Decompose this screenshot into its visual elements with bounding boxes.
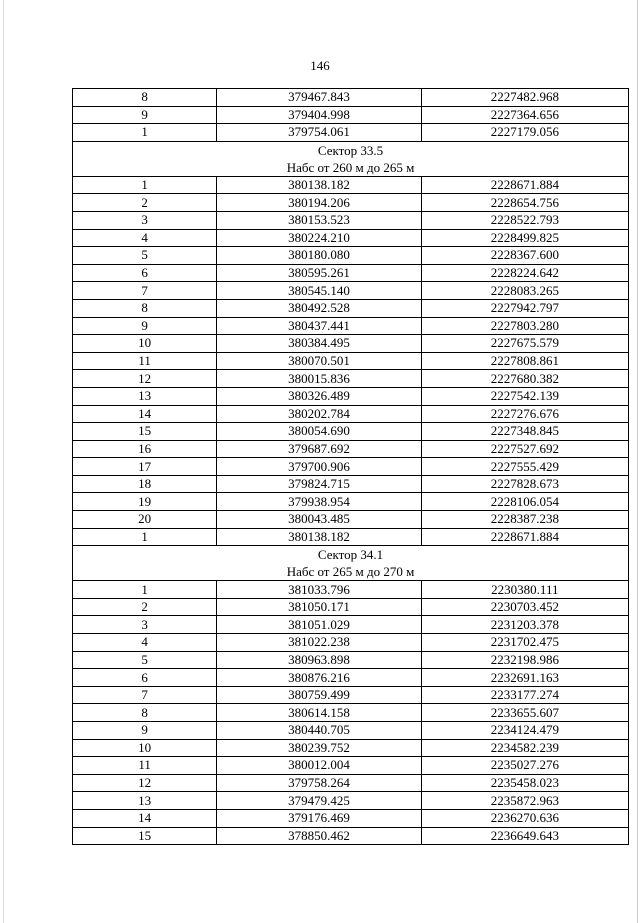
- table-row: [73, 686, 629, 704]
- table-row: [73, 511, 629, 529]
- point-number-cell: 8: [73, 299, 217, 317]
- point-number-cell: 9: [73, 722, 217, 740]
- y-coordinate-cell: 2236270.636: [421, 809, 628, 827]
- y-coordinate-cell: 2233655.607: [421, 704, 628, 722]
- table-row: [73, 598, 629, 616]
- x-coordinate-cell: 379700.906: [217, 458, 421, 476]
- sector-header-cell: [73, 141, 629, 176]
- point-number-cell: 11: [73, 352, 217, 370]
- point-number-cell: 11: [73, 757, 217, 775]
- sector-title: Сектор 33.5: [317, 142, 384, 158]
- x-coordinate-cell: 380437.441: [217, 317, 421, 335]
- y-coordinate-cell: 2227276.676: [421, 405, 628, 423]
- y-coordinate-cell: 2228367.600: [421, 247, 628, 265]
- point-number-cell: 5: [73, 651, 217, 669]
- y-coordinate-cell: 2232691.163: [421, 669, 628, 687]
- table-row: [73, 809, 629, 827]
- x-coordinate-cell: 380759.499: [217, 686, 421, 704]
- x-coordinate-cell: 380070.501: [217, 352, 421, 370]
- x-coordinate-cell: 380153.523: [217, 211, 421, 229]
- x-coordinate-cell: 380194.206: [217, 194, 421, 212]
- table-row: [73, 722, 629, 740]
- y-coordinate-cell: 2227680.382: [421, 370, 628, 388]
- y-coordinate-cell: 2228224.642: [421, 264, 628, 282]
- y-coordinate-cell: 2227828.673: [421, 475, 628, 493]
- y-coordinate-cell: 2228671.884: [421, 528, 628, 546]
- point-number-cell: 10: [73, 739, 217, 757]
- x-coordinate-cell: 380054.690: [217, 423, 421, 441]
- y-coordinate-cell: 2227942.797: [421, 299, 628, 317]
- point-number-cell: 20: [73, 511, 217, 529]
- point-number-cell: 1: [73, 176, 217, 194]
- y-coordinate-cell: 2227179.056: [421, 124, 628, 142]
- point-number-cell: 12: [73, 774, 217, 792]
- scan-edge-right: [637, 0, 638, 923]
- x-coordinate-cell: 380492.528: [217, 299, 421, 317]
- x-coordinate-cell: 379467.843: [217, 89, 421, 107]
- point-number-cell: 8: [73, 89, 217, 107]
- point-number-cell: 3: [73, 616, 217, 634]
- x-coordinate-cell: 379758.264: [217, 774, 421, 792]
- x-coordinate-cell: 379754.061: [217, 124, 421, 142]
- y-coordinate-cell: 2227675.579: [421, 335, 628, 353]
- sector-header-row: [73, 546, 629, 581]
- table-row: [73, 370, 629, 388]
- y-coordinate-cell: 2228522.793: [421, 211, 628, 229]
- table-row: [73, 757, 629, 775]
- table-row: [73, 581, 629, 599]
- table-row: [73, 335, 629, 353]
- y-coordinate-cell: 2228106.054: [421, 493, 628, 511]
- x-coordinate-cell: 380440.705: [217, 722, 421, 740]
- table-row: [73, 669, 629, 687]
- y-coordinate-cell: 2227555.429: [421, 458, 628, 476]
- sector-elevation-range: Набс от 265 м до 270 м: [286, 564, 415, 580]
- point-number-cell: 9: [73, 106, 217, 124]
- x-coordinate-cell: 379404.998: [217, 106, 421, 124]
- point-number-cell: 15: [73, 827, 217, 845]
- table-row: [73, 106, 629, 124]
- y-coordinate-cell: 2232198.986: [421, 651, 628, 669]
- y-coordinate-cell: 2230703.452: [421, 598, 628, 616]
- table-row: [73, 440, 629, 458]
- point-number-cell: 6: [73, 669, 217, 687]
- table-row: [73, 475, 629, 493]
- point-number-cell: 5: [73, 247, 217, 265]
- x-coordinate-cell: 381033.796: [217, 581, 421, 599]
- coordinates-table-body: [73, 89, 629, 845]
- table-row: [73, 229, 629, 247]
- y-coordinate-cell: 2234582.239: [421, 739, 628, 757]
- x-coordinate-cell: 380545.140: [217, 282, 421, 300]
- table-row: [73, 774, 629, 792]
- y-coordinate-cell: 2228083.265: [421, 282, 628, 300]
- y-coordinate-cell: 2227348.845: [421, 423, 628, 441]
- point-number-cell: 4: [73, 634, 217, 652]
- sector-title: Сектор 34.1: [317, 547, 384, 563]
- table-row: [73, 634, 629, 652]
- table-row: [73, 616, 629, 634]
- x-coordinate-cell: 380239.752: [217, 739, 421, 757]
- table-row: [73, 211, 629, 229]
- table-row: [73, 387, 629, 405]
- point-number-cell: 1: [73, 528, 217, 546]
- y-coordinate-cell: 2227364.656: [421, 106, 628, 124]
- point-number-cell: 1: [73, 581, 217, 599]
- point-number-cell: 7: [73, 282, 217, 300]
- sector-elevation-range: Набс от 260 м до 265 м: [286, 159, 415, 175]
- x-coordinate-cell: 379938.954: [217, 493, 421, 511]
- table-row: [73, 827, 629, 845]
- point-number-cell: 17: [73, 458, 217, 476]
- point-number-cell: 8: [73, 704, 217, 722]
- point-number-cell: 3: [73, 211, 217, 229]
- page-number: 146: [310, 58, 330, 73]
- y-coordinate-cell: 2234124.479: [421, 722, 628, 740]
- table-row: [73, 405, 629, 423]
- x-coordinate-cell: 380138.182: [217, 528, 421, 546]
- table-row: [73, 282, 629, 300]
- point-number-cell: 12: [73, 370, 217, 388]
- x-coordinate-cell: 380012.004: [217, 757, 421, 775]
- point-number-cell: 14: [73, 405, 217, 423]
- point-number-cell: 19: [73, 493, 217, 511]
- x-coordinate-cell: 379479.425: [217, 792, 421, 810]
- table-row: [73, 317, 629, 335]
- table-row: [73, 704, 629, 722]
- y-coordinate-cell: 2233177.274: [421, 686, 628, 704]
- point-number-cell: 14: [73, 809, 217, 827]
- x-coordinate-cell: 379176.469: [217, 809, 421, 827]
- point-number-cell: 7: [73, 686, 217, 704]
- table-row: [73, 423, 629, 441]
- point-number-cell: 16: [73, 440, 217, 458]
- x-coordinate-cell: 379687.692: [217, 440, 421, 458]
- y-coordinate-cell: 2230380.111: [421, 581, 628, 599]
- table-row: [73, 89, 629, 107]
- scan-edge-left: [3, 0, 4, 923]
- table-row: [73, 299, 629, 317]
- table-row: [73, 352, 629, 370]
- table-row: [73, 247, 629, 265]
- table-row: [73, 651, 629, 669]
- x-coordinate-cell: 380202.784: [217, 405, 421, 423]
- y-coordinate-cell: 2228387.238: [421, 511, 628, 529]
- x-coordinate-cell: 381050.171: [217, 598, 421, 616]
- coordinates-table: [72, 88, 629, 845]
- sector-header-cell: [73, 546, 629, 581]
- y-coordinate-cell: 2228654.756: [421, 194, 628, 212]
- x-coordinate-cell: 379824.715: [217, 475, 421, 493]
- x-coordinate-cell: 380138.182: [217, 176, 421, 194]
- y-coordinate-cell: 2228499.825: [421, 229, 628, 247]
- x-coordinate-cell: 380180.080: [217, 247, 421, 265]
- x-coordinate-cell: 380963.898: [217, 651, 421, 669]
- table-row: [73, 792, 629, 810]
- point-number-cell: 2: [73, 194, 217, 212]
- table-row: [73, 493, 629, 511]
- x-coordinate-cell: 381022.238: [217, 634, 421, 652]
- y-coordinate-cell: 2227482.968: [421, 89, 628, 107]
- table-row: [73, 124, 629, 142]
- x-coordinate-cell: 378850.462: [217, 827, 421, 845]
- x-coordinate-cell: 380224.210: [217, 229, 421, 247]
- point-number-cell: 6: [73, 264, 217, 282]
- y-coordinate-cell: 2227803.280: [421, 317, 628, 335]
- x-coordinate-cell: 380876.216: [217, 669, 421, 687]
- y-coordinate-cell: 2236649.643: [421, 827, 628, 845]
- x-coordinate-cell: 381051.029: [217, 616, 421, 634]
- x-coordinate-cell: 380326.489: [217, 387, 421, 405]
- point-number-cell: 18: [73, 475, 217, 493]
- sector-header-row: [73, 141, 629, 176]
- table-row: [73, 528, 629, 546]
- point-number-cell: 15: [73, 423, 217, 441]
- x-coordinate-cell: 380043.485: [217, 511, 421, 529]
- point-number-cell: 4: [73, 229, 217, 247]
- y-coordinate-cell: 2231203.378: [421, 616, 628, 634]
- y-coordinate-cell: 2227808.861: [421, 352, 628, 370]
- table-row: [73, 194, 629, 212]
- point-number-cell: 1: [73, 124, 217, 142]
- table-row: [73, 739, 629, 757]
- point-number-cell: 2: [73, 598, 217, 616]
- point-number-cell: 9: [73, 317, 217, 335]
- y-coordinate-cell: 2227542.139: [421, 387, 628, 405]
- y-coordinate-cell: 2235027.276: [421, 757, 628, 775]
- y-coordinate-cell: 2235458.023: [421, 774, 628, 792]
- y-coordinate-cell: 2227527.692: [421, 440, 628, 458]
- y-coordinate-cell: 2228671.884: [421, 176, 628, 194]
- y-coordinate-cell: 2231702.475: [421, 634, 628, 652]
- x-coordinate-cell: 380384.495: [217, 335, 421, 353]
- x-coordinate-cell: 380614.158: [217, 704, 421, 722]
- point-number-cell: 13: [73, 387, 217, 405]
- y-coordinate-cell: 2235872.963: [421, 792, 628, 810]
- table-row: [73, 264, 629, 282]
- point-number-cell: 13: [73, 792, 217, 810]
- point-number-cell: 10: [73, 335, 217, 353]
- x-coordinate-cell: 380595.261: [217, 264, 421, 282]
- table-row: [73, 176, 629, 194]
- table-row: [73, 458, 629, 476]
- x-coordinate-cell: 380015.836: [217, 370, 421, 388]
